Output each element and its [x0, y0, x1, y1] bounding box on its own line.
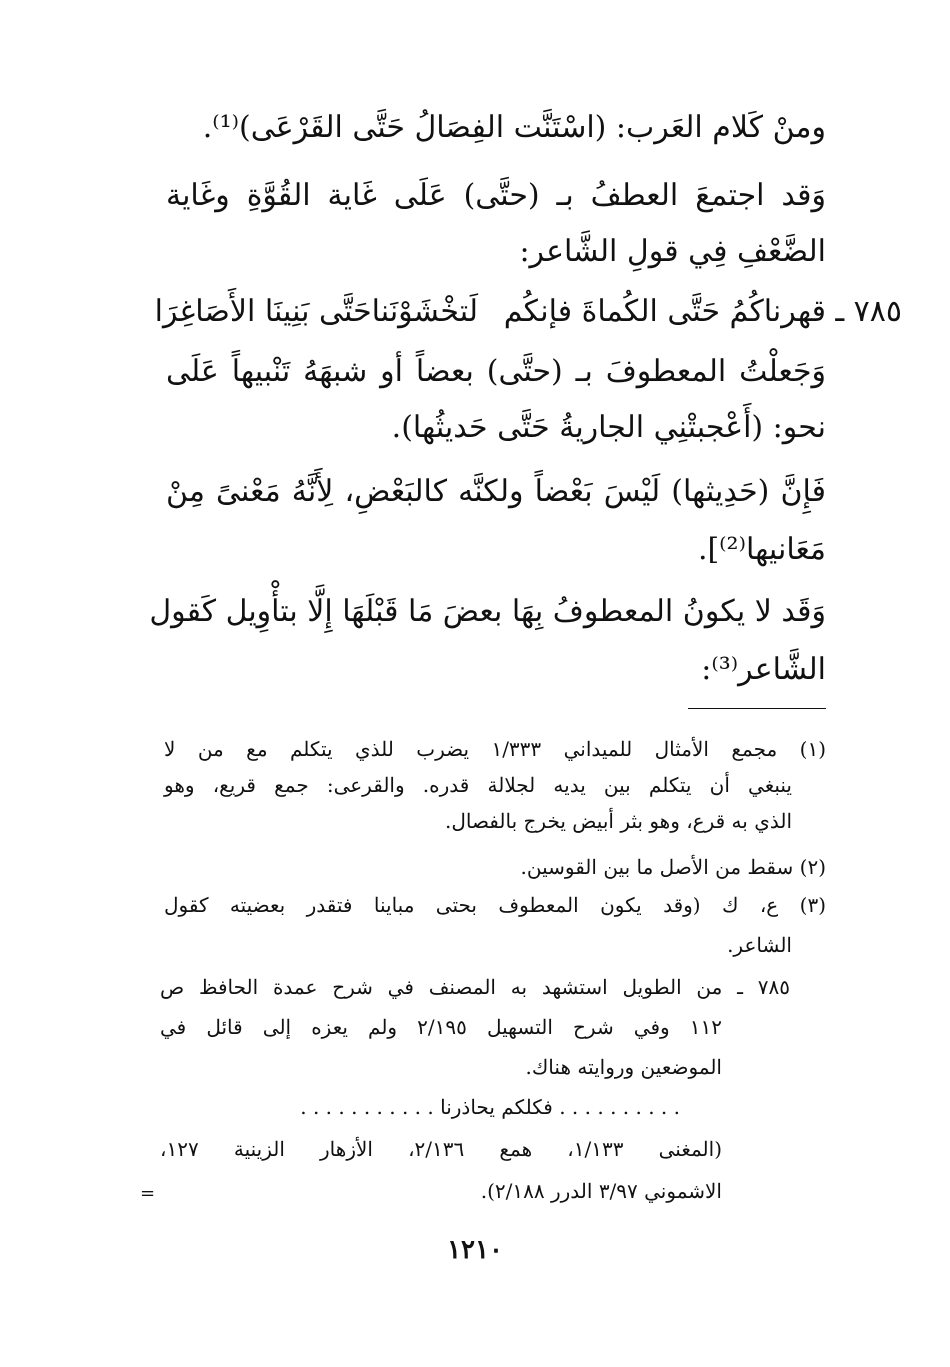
- main-text-line-9: وَقَد لا يكونُ المعطوفُ بِهَا بعضَ مَا قَبْلَهَا إِلَّا بتأْوِيل كَقول: [149, 594, 826, 629]
- main-text-line-6: نحو: (أَعْجبتْنِي الجاريةُ حَتَّى حَديثُها).: [391, 410, 826, 445]
- verse-785-note-line-1: ٧٨٥ ـ من الطويل استشهد به المصنف في شرح عمدة الحافظ ص: [160, 975, 790, 999]
- footnote-1-line-2: ينبغي أن يتكلم بين يديه لجلالة قدره. والقرعى: جمع قريع، وهو: [164, 773, 792, 797]
- main-text-line-5: وَجَعلْتُ المعطوفَ بـ (حتَّى) بعضاً أو شبهَهُ تَنْبيهاً عَلَى: [166, 354, 826, 389]
- footnote-1-line-1: (١) مجمع الأمثال للميداني ١/٣٣٣ يضرب للذي يتكلم مع من لا: [164, 737, 826, 761]
- main-text-line-10: الشَّاعر⁽³⁾:: [701, 652, 826, 687]
- verse-number: ٧٨٥ ـ: [835, 294, 902, 329]
- main-text-line-2: وَقد اجتمعَ العطفُ بـ (حتَّى) عَلَى غَاية القُوَّةِ وغَاية: [166, 178, 826, 213]
- main-text-line-1: ومنْ كَلام العَرب: (اسْتَنَّت الفِصَالُ حَتَّى القَرْعَى)⁽¹⁾.: [202, 110, 826, 145]
- main-text-line-3: الضَّعْفِ فِي قولِ الشَّاعر:: [519, 234, 826, 269]
- main-text-line-7: فَإِنَّ (حَدِيثها) لَيْسَ بَعْضاً ولكنَّه كالبَعْضِ، لِأَنَّهُ مَعْنىً مِنْ: [166, 474, 826, 509]
- verse-first-hemistich: قهرناكُمُ حَتَّى الكُماةَ فإنكُم: [503, 294, 826, 329]
- footnote-3-line-2: الشاعر.: [727, 933, 792, 957]
- verse-second-hemistich: لَتخْشَوْنَناحَتَّى بَنِينَا الأَصَاغِرَا: [154, 294, 478, 329]
- verse-785-note-line-4: . . . . . . . . . . فكلكم يحاذرنا . . . . . . . . . . .: [300, 1095, 680, 1119]
- verse-785-note-line-3: الموضعين وروايته هناك.: [525, 1055, 722, 1079]
- page-number: ١٢١٠: [447, 1235, 503, 1265]
- verse-785-note-line-5: (المغنى ١/١٣٣، همع ٢/١٣٦، الأزهار الزينية ١٢٧،: [160, 1137, 722, 1161]
- margin-mark: =: [140, 1183, 156, 1204]
- footnote-2-line-1: (٢) سقط من الأصل ما بين القوسين.: [520, 855, 826, 879]
- footnote-3-line-1: (٣) ع، ك (وقد يكون المعطوف بحتى مباينا فتقدر بعضيته كقول: [164, 893, 826, 917]
- main-text-line-8: مَعَانيها⁽²⁾].: [697, 532, 826, 567]
- footnote-separator: [688, 708, 826, 709]
- verse-785-note-line-2: ١١٢ وفي شرح التسهيل ٢/١٩٥ ولم يعزه إلى قائل في: [160, 1015, 723, 1039]
- verse-785-note-line-6: الاشموني ٣/٩٧ الدرر ٢/١٨٨).: [480, 1179, 722, 1203]
- footnote-1-line-3: الذي به قرع، وهو بثر أبيض يخرج بالفصال.: [444, 809, 792, 833]
